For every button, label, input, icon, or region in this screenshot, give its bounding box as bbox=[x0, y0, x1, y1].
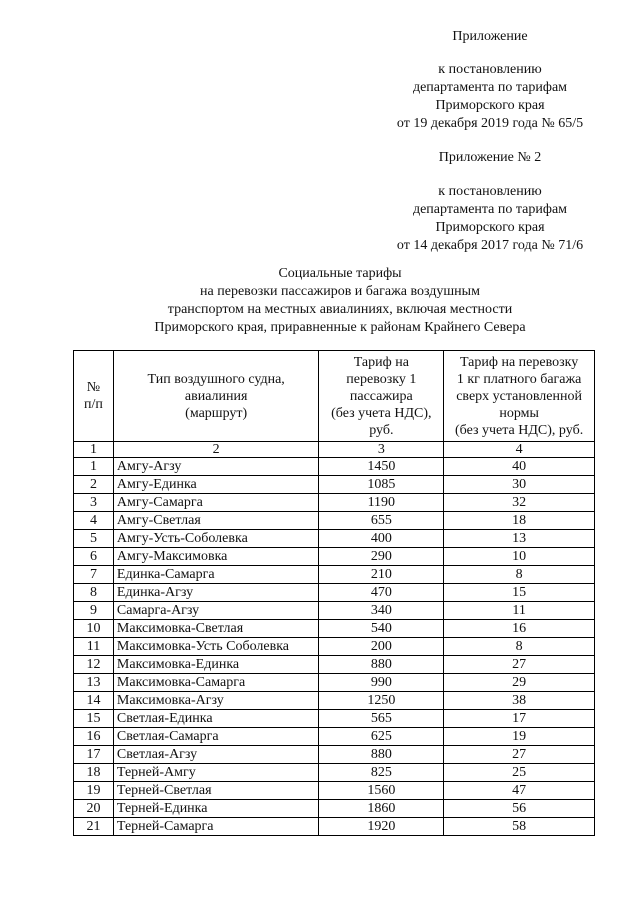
table-row bbox=[74, 584, 595, 602]
baggage-tariff-cell: 19 bbox=[444, 728, 595, 746]
baggage-tariff-cell: 15 bbox=[444, 584, 595, 602]
baggage-tariff-cell: 25 bbox=[444, 764, 595, 782]
header-route: Тип воздушного судна, авиалиния (маршрут) bbox=[113, 351, 319, 442]
table-row bbox=[74, 674, 595, 692]
passenger-tariff-cell: 540 bbox=[319, 620, 444, 638]
passenger-tariff-cell: 1450 bbox=[319, 458, 444, 476]
table-row bbox=[74, 656, 595, 674]
title-line: Социальные тарифы bbox=[278, 266, 402, 281]
title-line: транспортом на местных авиалиниях, включая местности bbox=[167, 302, 513, 317]
route-cell: Светлая-Агзу bbox=[113, 746, 319, 764]
column-index: 4 bbox=[444, 442, 595, 458]
baggage-tariff-cell: 58 bbox=[444, 818, 595, 836]
passenger-tariff-cell: 625 bbox=[319, 728, 444, 746]
baggage-tariff-cell: 40 bbox=[444, 458, 595, 476]
table-row bbox=[74, 746, 595, 764]
route-cell: Единка-Агзу bbox=[113, 584, 319, 602]
route-cell: Амгу-Усть-Соболевка bbox=[113, 530, 319, 548]
table-row bbox=[74, 548, 595, 566]
column-index: 1 bbox=[74, 442, 114, 458]
table-row bbox=[74, 566, 595, 584]
row-number: 21 bbox=[74, 818, 114, 836]
table-row bbox=[74, 800, 595, 818]
baggage-tariff-cell: 27 bbox=[444, 656, 595, 674]
reference-line: к постановлению bbox=[438, 62, 542, 77]
row-number: 16 bbox=[74, 728, 114, 746]
table-row bbox=[74, 602, 595, 620]
passenger-tariff-cell: 990 bbox=[319, 674, 444, 692]
table-row bbox=[74, 638, 595, 656]
row-number: 18 bbox=[74, 764, 114, 782]
route-cell: Амгу-Агзу bbox=[113, 458, 319, 476]
route-cell: Амгу-Максимовка bbox=[113, 548, 319, 566]
row-number: 6 bbox=[74, 548, 114, 566]
row-number: 12 bbox=[74, 656, 114, 674]
row-number: 4 bbox=[74, 512, 114, 530]
reference-line: к постановлению bbox=[438, 184, 542, 199]
table-row bbox=[74, 494, 595, 512]
table-row bbox=[74, 818, 595, 836]
route-cell: Максимовка-Светлая bbox=[113, 620, 319, 638]
route-cell: Терней-Светлая bbox=[113, 782, 319, 800]
baggage-tariff-cell: 17 bbox=[444, 710, 595, 728]
table-row bbox=[74, 530, 595, 548]
row-number: 13 bbox=[74, 674, 114, 692]
route-cell: Максимовка-Усть Соболевка bbox=[113, 638, 319, 656]
baggage-tariff-cell: 38 bbox=[444, 692, 595, 710]
row-number: 2 bbox=[74, 476, 114, 494]
row-number: 8 bbox=[74, 584, 114, 602]
reference-line: департамента по тарифам bbox=[412, 202, 568, 217]
passenger-tariff-cell: 655 bbox=[319, 512, 444, 530]
header-passenger-tariff: Тариф на перевозку 1 пассажира (без учета НДС), руб. bbox=[319, 351, 444, 442]
passenger-tariff-cell: 340 bbox=[319, 602, 444, 620]
row-number: 19 bbox=[74, 782, 114, 800]
appendix2-reference bbox=[370, 183, 610, 255]
table-row bbox=[74, 476, 595, 494]
passenger-tariff-cell: 1190 bbox=[319, 494, 444, 512]
title-line: на перевозки пассажиров и багажа воздушным bbox=[200, 284, 480, 299]
passenger-tariff-cell: 290 bbox=[319, 548, 444, 566]
column-index-row bbox=[74, 442, 595, 458]
route-cell: Терней-Самарга bbox=[113, 818, 319, 836]
passenger-tariff-cell: 880 bbox=[319, 746, 444, 764]
table-row bbox=[74, 710, 595, 728]
route-cell: Амгу-Единка bbox=[113, 476, 319, 494]
route-cell: Максимовка-Агзу bbox=[113, 692, 319, 710]
passenger-tariff-cell: 210 bbox=[319, 566, 444, 584]
table-row bbox=[74, 620, 595, 638]
baggage-tariff-cell: 16 bbox=[444, 620, 595, 638]
appendix2-title: Приложение № 2 bbox=[438, 150, 542, 165]
passenger-tariff-cell: 200 bbox=[319, 638, 444, 656]
row-number: 14 bbox=[74, 692, 114, 710]
baggage-tariff-cell: 8 bbox=[444, 638, 595, 656]
baggage-tariff-cell: 13 bbox=[444, 530, 595, 548]
table-row bbox=[74, 782, 595, 800]
row-number: 20 bbox=[74, 800, 114, 818]
row-number: 3 bbox=[74, 494, 114, 512]
column-index: 2 bbox=[113, 442, 319, 458]
table-row bbox=[74, 458, 595, 476]
baggage-tariff-cell: 27 bbox=[444, 746, 595, 764]
route-cell: Светлая-Самарга bbox=[113, 728, 319, 746]
baggage-tariff-cell: 56 bbox=[444, 800, 595, 818]
passenger-tariff-cell: 825 bbox=[319, 764, 444, 782]
route-cell: Терней-Единка bbox=[113, 800, 319, 818]
row-number: 17 bbox=[74, 746, 114, 764]
title-line: Приморского края, приравненные к районам Крайнего Севера bbox=[154, 320, 526, 335]
appendix-header bbox=[370, 28, 610, 46]
baggage-tariff-cell: 47 bbox=[444, 782, 595, 800]
route-cell: Максимовка-Самарга bbox=[113, 674, 319, 692]
reference-line: Приморского края bbox=[435, 220, 545, 235]
route-cell: Светлая-Единка bbox=[113, 710, 319, 728]
baggage-tariff-cell: 11 bbox=[444, 602, 595, 620]
reference-line: департамента по тарифам bbox=[412, 80, 568, 95]
column-index: 3 bbox=[319, 442, 444, 458]
passenger-tariff-cell: 1560 bbox=[319, 782, 444, 800]
passenger-tariff-cell: 1920 bbox=[319, 818, 444, 836]
row-number: 9 bbox=[74, 602, 114, 620]
table-row bbox=[74, 764, 595, 782]
row-number: 10 bbox=[74, 620, 114, 638]
baggage-tariff-cell: 8 bbox=[444, 566, 595, 584]
header-number: № п/п bbox=[74, 351, 114, 442]
appendix-reference bbox=[370, 61, 610, 133]
row-number: 15 bbox=[74, 710, 114, 728]
baggage-tariff-cell: 30 bbox=[444, 476, 595, 494]
passenger-tariff-cell: 565 bbox=[319, 710, 444, 728]
row-number: 11 bbox=[74, 638, 114, 656]
baggage-tariff-cell: 10 bbox=[444, 548, 595, 566]
appendix2-header bbox=[370, 149, 610, 167]
route-cell: Амгу-Светлая bbox=[113, 512, 319, 530]
route-cell: Терней-Амгу bbox=[113, 764, 319, 782]
route-cell: Самарга-Агзу bbox=[113, 602, 319, 620]
passenger-tariff-cell: 1250 bbox=[319, 692, 444, 710]
table-row bbox=[74, 512, 595, 530]
baggage-tariff-cell: 18 bbox=[444, 512, 595, 530]
table-row bbox=[74, 728, 595, 746]
document-title bbox=[70, 265, 610, 337]
reference-line: от 19 декабря 2019 года № 65/5 bbox=[396, 116, 584, 131]
passenger-tariff-cell: 470 bbox=[319, 584, 444, 602]
table-row bbox=[74, 692, 595, 710]
row-number: 7 bbox=[74, 566, 114, 584]
appendix-title: Приложение bbox=[452, 29, 528, 44]
baggage-tariff-cell: 32 bbox=[444, 494, 595, 512]
header-baggage-tariff: Тариф на перевозку 1 кг платного багажа сверх установленной нормы (без учета НДС), руб. bbox=[444, 351, 595, 442]
route-cell: Максимовка-Единка bbox=[113, 656, 319, 674]
reference-line: Приморского края bbox=[435, 98, 545, 113]
row-number: 5 bbox=[74, 530, 114, 548]
row-number: 1 bbox=[74, 458, 114, 476]
reference-line: от 14 декабря 2017 года № 71/6 bbox=[396, 238, 584, 253]
table-header-row bbox=[74, 351, 595, 442]
baggage-tariff-cell: 29 bbox=[444, 674, 595, 692]
passenger-tariff-cell: 880 bbox=[319, 656, 444, 674]
route-cell: Единка-Самарга bbox=[113, 566, 319, 584]
passenger-tariff-cell: 400 bbox=[319, 530, 444, 548]
route-cell: Амгу-Самарга bbox=[113, 494, 319, 512]
passenger-tariff-cell: 1085 bbox=[319, 476, 444, 494]
passenger-tariff-cell: 1860 bbox=[319, 800, 444, 818]
tariff-table bbox=[73, 350, 595, 836]
